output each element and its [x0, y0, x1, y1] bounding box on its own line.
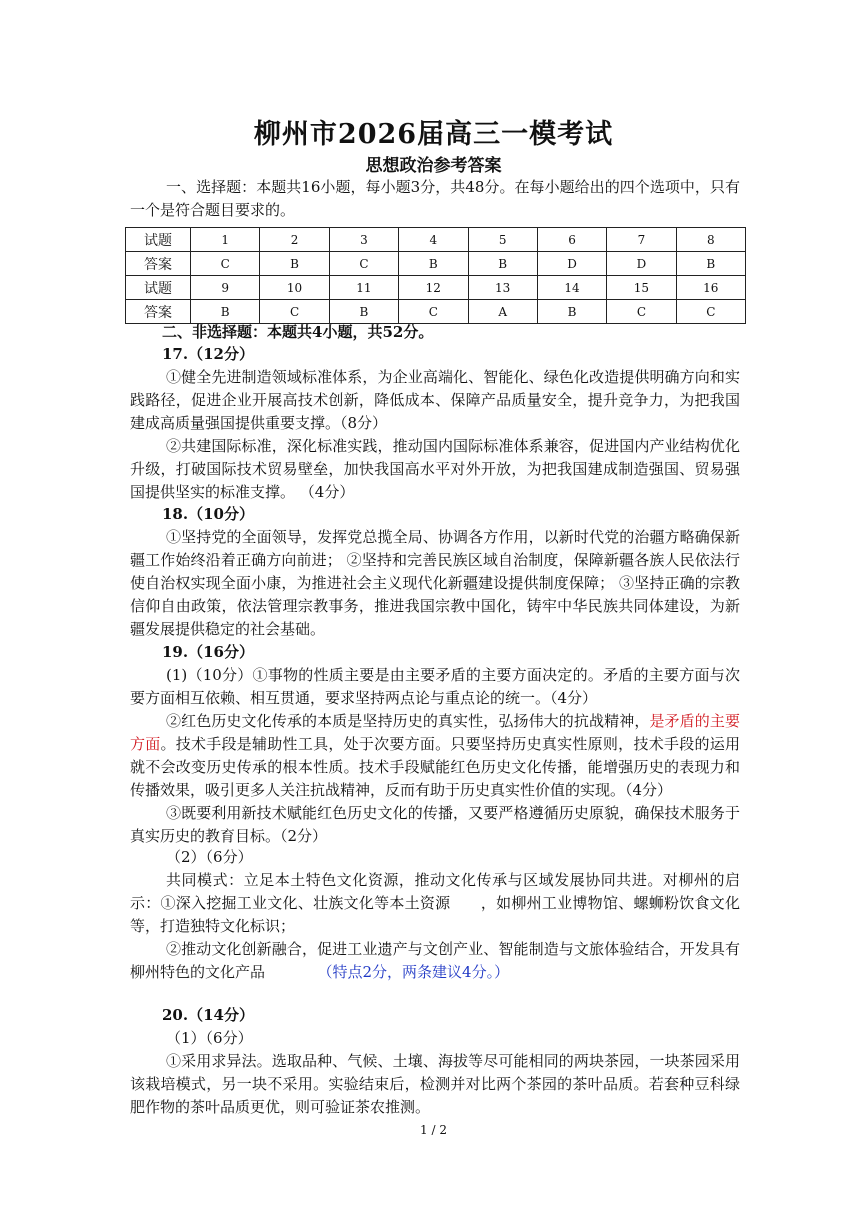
q19-heading: 19.（16分）	[162, 643, 254, 661]
answer-cell: B	[191, 300, 260, 324]
answer-label: 答案	[126, 252, 191, 276]
answer-cell: C	[329, 252, 398, 276]
question-label: 试题	[126, 228, 191, 252]
q19-p2-text-b: 。技术手段是辅助性工具，处于次要方面。只要坚持历史真实性原则，技术手段的运用就不会改变历史传承的根本性质。技术手段赋能红色历史文化传播，能增强历史的表现力和传播效果，吸引更多人关注抗战精神，反而有助于历史真实性价值的实现。（4分）	[130, 735, 740, 799]
q19-paragraph-5: 共同模式：立足本土特色文化资源，推动文化传承与区域发展协同共进。对柳州的启示：①深入挖掘工业文化、壮族文化等本土资源 ，如柳州工业博物馆、螺蛳粉饮食文化等，打造独特文化标识；	[130, 871, 740, 935]
section2-heading: 二、非选择题：本题共4小题，共52分。	[162, 323, 434, 341]
q20-paragraph-1: （1）（6分）	[166, 1029, 253, 1047]
question-number: 9	[191, 276, 260, 300]
question-number: 7	[607, 228, 676, 252]
answer-label: 答案	[126, 300, 191, 324]
q19-paragraph-3: ③既要利用新技术赋能红色历史文化的传播，又要严格遵循历史原貌，确保技术服务于真实历史的教育目标。（2分）	[130, 804, 740, 845]
question-number: 10	[260, 276, 329, 300]
q19-paragraph-2	[130, 710, 740, 802]
question-number: 4	[399, 228, 468, 252]
page-title: 柳州市2026届高三一模考试	[253, 119, 614, 150]
q19-score-note: （特点2分，两条建议4分。）	[325, 963, 510, 981]
table-row	[126, 300, 746, 324]
question-number: 2	[260, 228, 329, 252]
q19-paragraph-4: （2）（6分）	[166, 848, 253, 866]
q19-p2-highlight: 是矛盾的主要方面	[130, 712, 740, 753]
q17-paragraph-1: ①健全先进制造领域标准体系，为企业高端化、智能化、绿色化改造提供明确方向和实践路径，促进企业开展高技术创新，降低成本、保障产品质量安全，提升竞争力，为把我国建成高质量强国提供重要支撑。（8分）	[130, 368, 740, 432]
answer-cell: B	[399, 252, 468, 276]
q19-p2-text-a: ②红色历史文化传承的本质是坚持历史的真实性，弘扬伟大的抗战精神，	[166, 712, 650, 730]
q17-heading: 17.（12分）	[162, 345, 254, 363]
question-number: 5	[468, 228, 537, 252]
section1-intro: 一、选择题：本题共16小题，每小题3分，共48分。在每小题给出的四个选项中，只有一个是符合题目要求的。	[130, 178, 740, 219]
q20-paragraph-2: ①采用求异法。选取品种、气候、土壤、海拔等尽可能相同的两块茶园，一块茶园采用该栽培模式，另一块不采用。实验结束后，检测并对比两个茶园的茶叶品质。若套种豆科绿肥作物的茶叶品质更优，则可验证茶农推测。	[130, 1052, 740, 1116]
answer-cell: B	[537, 300, 606, 324]
answer-cell: C	[676, 300, 745, 324]
question-number: 3	[329, 228, 398, 252]
answer-cell: B	[468, 252, 537, 276]
answer-cell: D	[537, 252, 606, 276]
question-number: 12	[399, 276, 468, 300]
q19-paragraph-6	[130, 938, 740, 984]
q19-p6-text: ②推动文化创新融合，促进工业遗产与文创产业、智能制造与文旅体验结合，开发具有柳州特色的文化产品	[130, 940, 740, 981]
q20-heading: 20.（14分）	[162, 1006, 254, 1024]
question-number: 8	[676, 228, 745, 252]
question-number: 14	[537, 276, 606, 300]
answer-cell: D	[607, 252, 676, 276]
answer-cell: B	[329, 300, 398, 324]
question-number: 11	[329, 276, 398, 300]
q18-paragraph-1: ①坚持党的全面领导，发挥党总揽全局、协调各方作用，以新时代党的治疆方略确保新疆工作始终沿着正确方向前进； ②坚持和完善民族区域自治制度，保障新疆各族人民依法行使自治权实现全面小康，为推进社会主义现代化新疆建设提供制度保障； ③坚持正确的宗教信仰自由政策，依法管理宗教事务，推进我国宗教中国化，铸牢中华民族共同体建设，为新疆发展提供稳定的社会基础。	[130, 528, 740, 638]
answer-cell: C	[260, 300, 329, 324]
answer-cell: C	[399, 300, 468, 324]
question-label: 试题	[126, 276, 191, 300]
page-number: 1 / 2	[420, 1123, 447, 1137]
answer-cell: B	[676, 252, 745, 276]
question-number: 15	[607, 276, 676, 300]
answer-cell: C	[191, 252, 260, 276]
question-number: 13	[468, 276, 537, 300]
question-number: 6	[537, 228, 606, 252]
q18-heading: 18.（10分）	[162, 505, 254, 523]
answer-cell: C	[607, 300, 676, 324]
answer-table	[125, 227, 746, 324]
q17-paragraph-2: ②共建国际标准，深化标准实践，推动国内国际标准体系兼容，促进国内产业结构优化升级，打破国际技术贸易壁垒，加快我国高水平对外开放，为把我国建成制造强国、贸易强国提供坚实的标准支撑。 （4分）	[130, 437, 740, 501]
q19-paragraph-1: (1)（10分）①事物的性质主要是由主要矛盾的主要方面决定的。矛盾的主要方面与次要方面相互依赖、相互贯通，要求坚持两点论与重点论的统一。（4分）	[130, 666, 740, 707]
page-subtitle: 思想政治参考答案	[365, 156, 502, 176]
table-row	[126, 228, 746, 252]
table-row	[126, 252, 746, 276]
answer-cell: B	[260, 252, 329, 276]
question-number: 16	[676, 276, 745, 300]
question-number: 1	[191, 228, 260, 252]
table-row	[126, 276, 746, 300]
answer-cell: A	[468, 300, 537, 324]
